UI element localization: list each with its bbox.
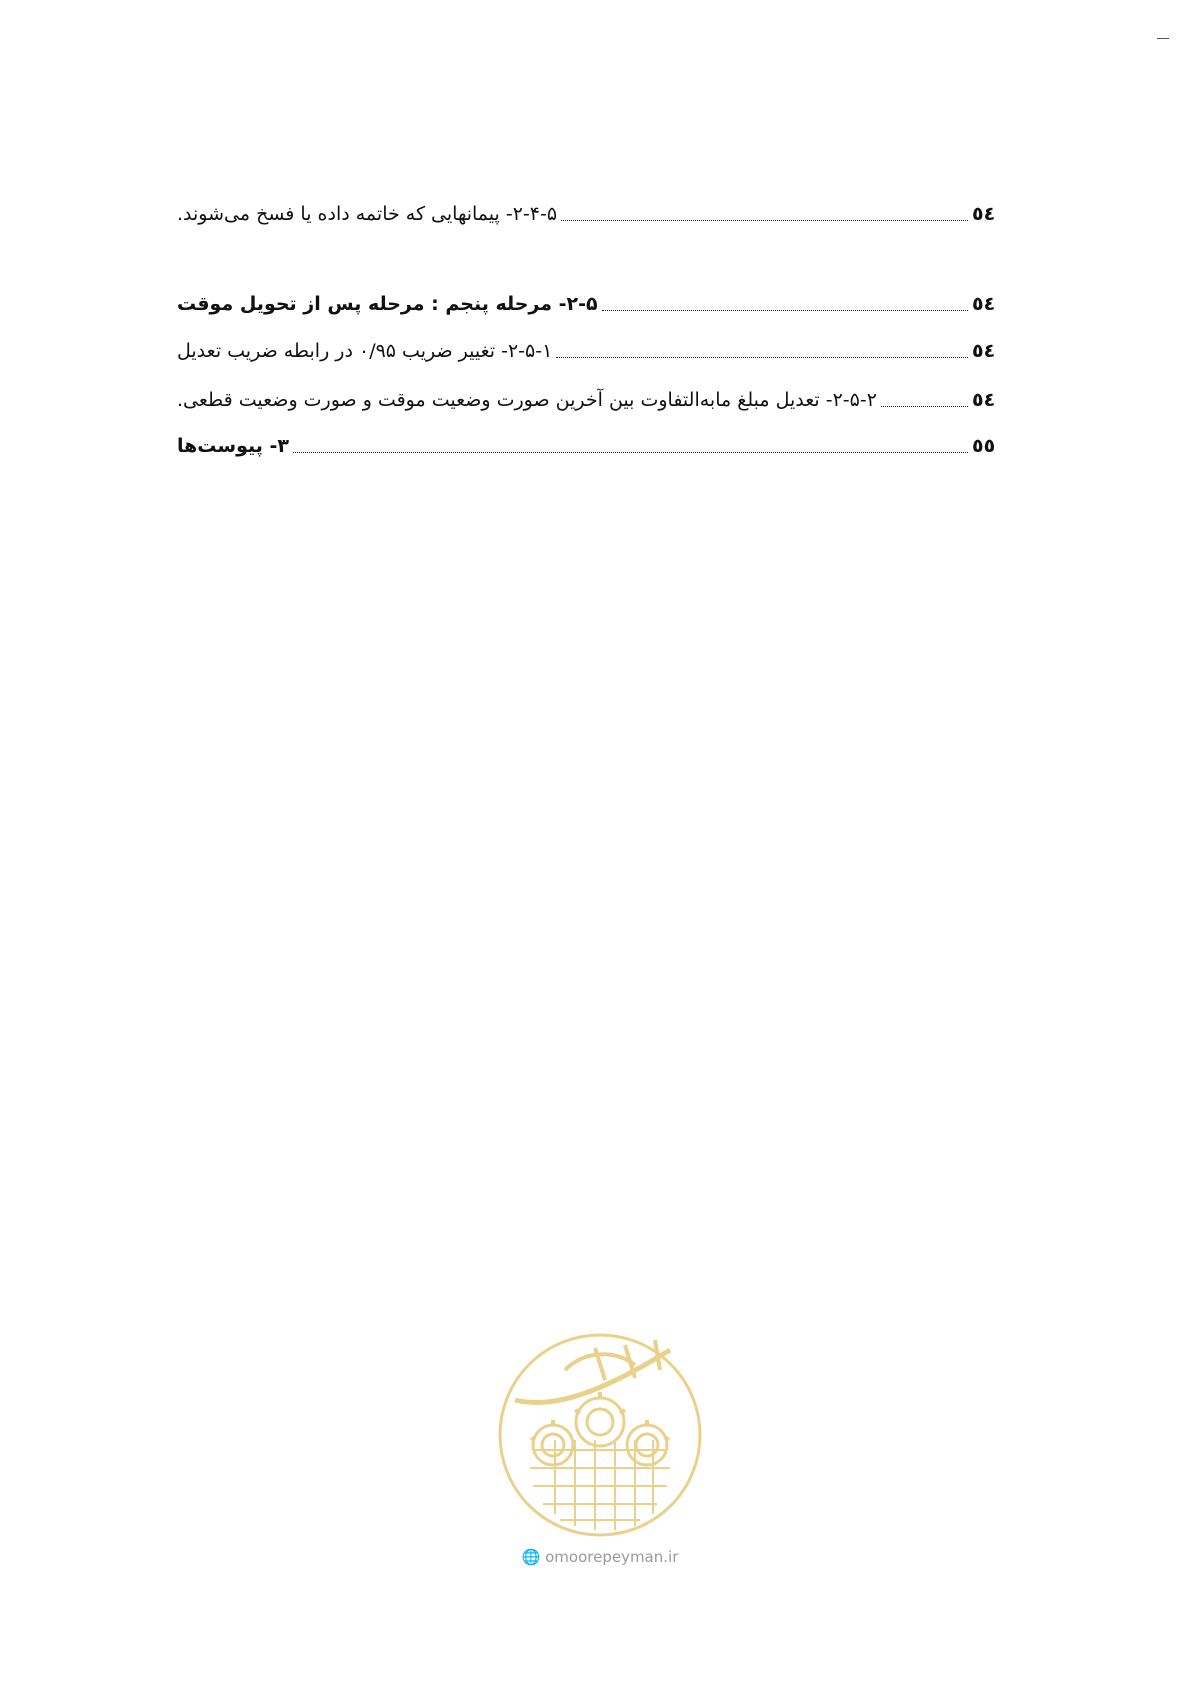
omoorepeyman-logo [495,1330,705,1540]
dot-leader [561,219,968,221]
dot-leader [602,309,968,311]
corner-mark [1157,38,1169,39]
toc-entry-title: ۲-۵- مرحله پنجم : مرحله پس از تحویل موقت [177,293,598,315]
toc-entry-title: ۳- پیوست‌ها [177,435,290,457]
toc-entry-title: ۲-۵-۲- تعدیل مبلغ مابه‌التفاوت بین آخرین صورت وضعیت موقت و صورت وضعیت قطعی. [177,389,877,411]
dot-leader [556,356,968,358]
watermark-url: 🌐 omoorepeyman.ir [521,1548,679,1566]
dot-leader [881,405,968,407]
toc-entry[interactable] [175,422,1000,458]
toc-entry-title: ۲-۵-۱- تغییر ضریب ۰/۹۵ در رابطه ضریب تعدیل [177,340,553,362]
toc-page-number: ٥٤ [972,293,996,315]
toc-entry[interactable] [175,376,1000,412]
dot-leader [293,451,968,453]
toc-page-number: ٥٤ [972,203,996,225]
toc-entry-title: ۲-۴-۵- پیمانهایی که خاتمه داده یا فسخ می‌شوند. [177,203,558,225]
toc-entry[interactable] [175,280,1000,316]
toc-entry[interactable] [175,327,1000,363]
toc-entry[interactable] [175,190,1000,226]
toc-page-number: ٥٤ [972,340,996,362]
globe-icon: 🌐 [521,1548,541,1566]
toc-page-number: ٥٥ [972,435,996,457]
toc-page-number: ٥٤ [972,389,996,411]
